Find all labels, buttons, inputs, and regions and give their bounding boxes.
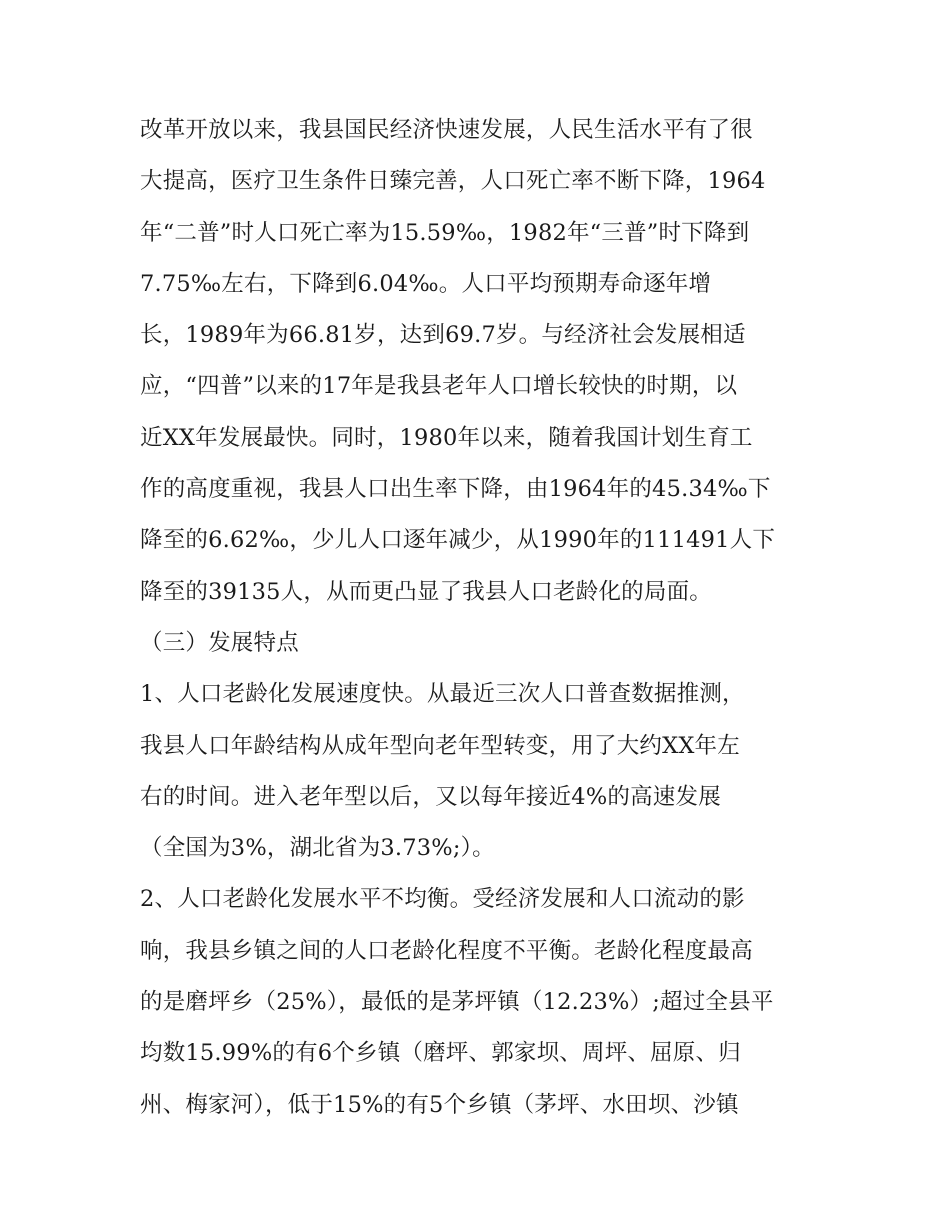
text-line: 7.75‰左右，下降到6.04‰。人口平均预期寿命逐年增: [140, 270, 712, 297]
text-line: 应，“四普”以来的17年是我县老年人口增长较快的时期，以: [140, 373, 738, 400]
text-line: 2、人口老龄化发展水平不均衡。受经济发展和人口流动的影: [140, 886, 745, 913]
text-line: 改革开放以来，我县国民经济快速发展，人民生活水平有了很: [140, 117, 753, 143]
text-line: 我县人口年龄结构从成年型向老年型转变，用了大约XX年左: [140, 732, 740, 759]
text-line: 右的时间。进入老年型以后，又以每年接近4%的高速发展: [140, 783, 721, 810]
text-line: 响，我县乡镇之间的人口老龄化程度不平衡。老龄化程度最高: [140, 937, 753, 964]
text-line: 均数15.99%的有6个乡镇（磨坪、郭家坝、周坪、屈原、归: [140, 1040, 741, 1067]
text-line: 降至的6.62‰，少儿人口逐年减少，从1990年的111491人下: [140, 527, 776, 554]
text-line: 1、人口老龄化发展速度快。从最近三次人口普查数据推测，: [140, 681, 745, 708]
text-line: 州、梅家河），低于15%的有5个乡镇（茅坪、水田坝、沙镇: [140, 1091, 739, 1118]
text-line: 近XX年发展最快。同时，1980年以来，随着我国计划生育工: [140, 424, 753, 451]
text-line: 大提高，医疗卫生条件日臻完善，人口死亡率不断下降，1964: [140, 168, 766, 195]
text-line: （全国为3%，湖北省为3.73%;）。: [140, 835, 495, 862]
text-line: 降至的39135人，从而更凸显了我县人口老龄化的局面。: [140, 578, 712, 605]
text-line: 年“二普”时人口死亡率为15.59‰，1982年“三普”时下降到: [140, 219, 750, 246]
text-line: 的是磨坪乡（25%），最低的是茅坪镇（12.23%）;超过全县平: [140, 989, 774, 1016]
section-heading: （三）发展特点: [140, 629, 299, 656]
body-text: [140, 105, 840, 1131]
text-line: 作的高度重视，我县人口出生率下降，由1964年的45.34‰下: [140, 476, 771, 503]
text-line: 长，1989年为66.81岁，达到69.7岁。与经济社会发展相适: [140, 322, 746, 349]
